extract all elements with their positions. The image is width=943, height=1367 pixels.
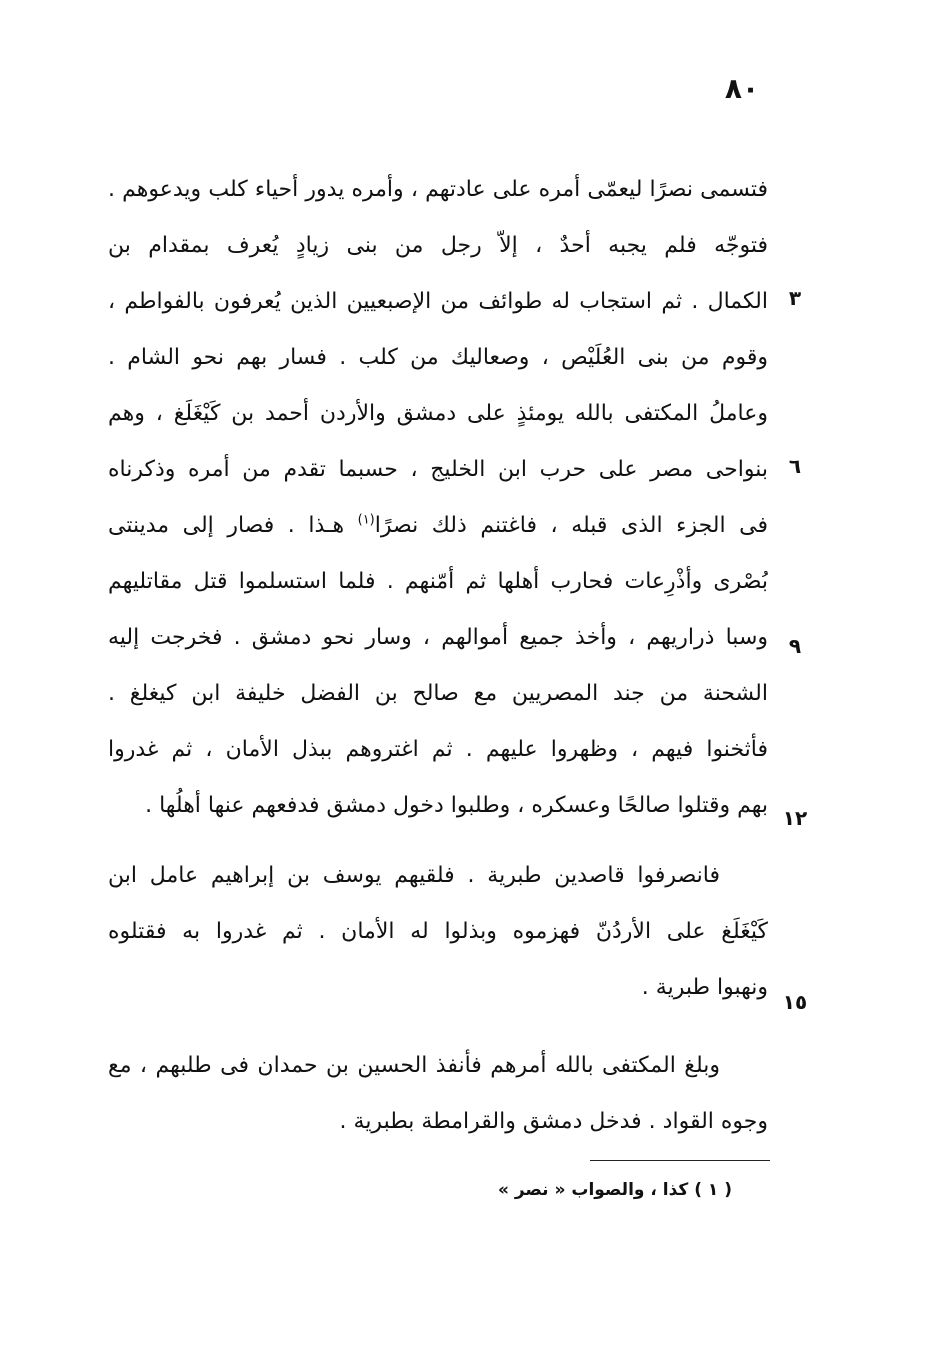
text-line: وسبا ذراريهم ، وأخذ جميع أموالهم ، وسار نحو دمشق . فخرجت إليه <box>108 625 768 650</box>
footnote-marker: (١) <box>357 512 375 528</box>
line-number: ١٥ <box>782 990 808 1014</box>
text-line: وقوم من بنى العُلَيْص ، وصعاليك من كلب . فسار بهم نحو الشام . <box>108 345 768 370</box>
text-line-with-footnote <box>108 498 768 554</box>
text-line: الكمال . ثم استجاب له طوائف من الإصبعيين الذين يُعرفون بالفواطم ، <box>108 289 768 314</box>
line-number: ٦ <box>788 454 802 478</box>
paragraph-3 <box>108 1038 768 1150</box>
text-line: بهم وقتلوا صالحًا وعسكره ، وطلبوا دخول دمشق فدفعهم عنها أهلُها . <box>145 793 768 818</box>
text-segment: فى الجزء الذى قبله ، فاغتنم ذلك نصرًا <box>374 513 768 538</box>
line-number: ١٢ <box>782 806 808 830</box>
text-segment: هـذا . فصار إلى مدينتى <box>108 513 358 538</box>
text-line: الشحنة من جند المصريين مع صالح بن الفضل خليفة ابن كيغلغ . <box>108 681 768 706</box>
text-line: وعاملُ المكتفى بالله يومئذٍ على دمشق والأردن أحمد بن كَيْغَلَغ ، وهم <box>108 401 768 426</box>
text-line: بنواحى مصر على حرب ابن الخليج ، حسبما تقدم من أمره وذكرناه <box>108 457 768 482</box>
paragraph-2 <box>108 848 768 1016</box>
text-line: كَيْغَلَغ على الأردُنّ فهزموه وبذلوا له الأمان . ثم غدروا به فقتلوه <box>108 919 768 944</box>
text-line: فأثخنوا فيهم ، وظهروا عليهم . ثم اغتروهم ببذل الأمان ، ثم غدروا <box>108 737 768 762</box>
page-number: ٨٠ <box>724 72 760 105</box>
footnote-separator <box>590 1160 770 1161</box>
line-number: ٩ <box>788 634 802 658</box>
text-line: ونهبوا طبرية . <box>641 975 768 1000</box>
text-line: فتوجّه فلم يجبه أحدٌ ، إلاّ رجل من بنى زيادٍ يُعرف بمقدام بن <box>108 233 768 258</box>
line-number: ٣ <box>788 286 802 310</box>
text-line: فانصرفوا قاصدين طبرية . فلقيهم يوسف بن إبراهيم عامل ابن <box>108 863 720 888</box>
text-line: بُصْرى وأذْرِعات فحارب أهلها ثم أمّنهم . فلما استسلموا قتل مقاتليهم <box>108 569 768 594</box>
text-line: فتسمى نصرًا ليعمّى أمره على عادتهم ، وأمره يدور أحياء كلب ويدعوهم . <box>108 177 768 202</box>
text-line: وبلغ المكتفى بالله أمرهم فأنفذ الحسين بن حمدان فى طلبهم ، مع <box>108 1053 720 1078</box>
text-line: وجوه القواد . فدخل دمشق والقرامطة بطبرية . <box>339 1109 768 1134</box>
paragraph-1 <box>108 162 768 834</box>
footnote: ( ١ ) كذا ، والصواب « نصر » <box>497 1180 732 1200</box>
